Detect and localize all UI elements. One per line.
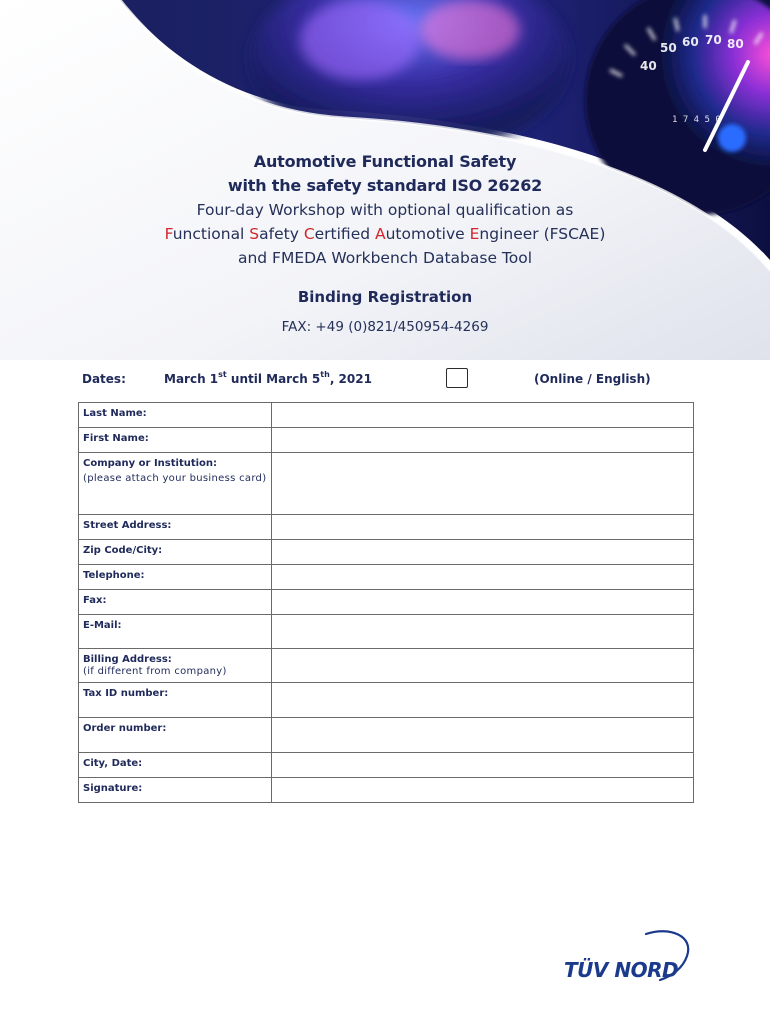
dates-label: Dates:: [82, 372, 126, 386]
fax-field[interactable]: [272, 590, 694, 615]
svg-text:70: 70: [705, 33, 722, 47]
svg-text:80: 80: [727, 37, 744, 51]
last-name-label: Last Name:: [79, 403, 272, 428]
course-standard: with the safety standard ISO 26262: [227, 176, 543, 195]
zip-city-label: Zip Code/City:: [79, 540, 272, 565]
dates-value: [164, 372, 372, 386]
dates-row: [82, 368, 694, 392]
text-ngineer: ngineer (FSCAE): [479, 225, 606, 243]
telephone-label: Telephone:: [79, 565, 272, 590]
company-field[interactable]: [272, 453, 694, 515]
course-mode: (Online / English): [534, 372, 651, 386]
date-start: March 1: [164, 372, 219, 386]
form-row-zip: [79, 540, 694, 565]
form-row-company: [79, 453, 694, 515]
form-row-telephone: [79, 565, 694, 590]
letter-e: E: [469, 225, 480, 243]
course-title: Automotive Functional Safety: [253, 152, 517, 171]
order-number-label: Order number:: [79, 718, 272, 753]
fax-label: Fax:: [79, 590, 272, 615]
company-label-cell: [79, 453, 272, 515]
first-name-label: First Name:: [79, 428, 272, 453]
registration-form: [78, 402, 694, 803]
form-row-tax-id: [79, 683, 694, 718]
date-end-suffix: th: [320, 370, 330, 379]
svg-text:60: 60: [682, 35, 699, 49]
svg-text:1 7 4 5 0: 1 7 4 5 0: [672, 115, 721, 125]
telephone-field[interactable]: [272, 565, 694, 590]
letter-s: S: [249, 225, 260, 243]
street-field[interactable]: [272, 515, 694, 540]
street-label: Street Address:: [79, 515, 272, 540]
tuv-nord-logo: [560, 928, 700, 988]
first-name-field[interactable]: [272, 428, 694, 453]
city-date-field[interactable]: [272, 753, 694, 778]
tool-line: and FMEDA Workbench Database Tool: [237, 249, 533, 267]
text-unctional: unctional: [172, 225, 250, 243]
signature-label: Signature:: [79, 778, 272, 803]
form-row-email: [79, 615, 694, 649]
billing-note: (if different from company): [83, 666, 227, 677]
logo-text: TÜV NORD: [564, 958, 679, 982]
letter-c: C: [303, 225, 315, 243]
email-label: E-Mail:: [79, 615, 272, 649]
form-row-fax: [79, 590, 694, 615]
zip-city-field[interactable]: [272, 540, 694, 565]
letter-a: A: [375, 225, 386, 243]
city-date-label: City, Date:: [79, 753, 272, 778]
text-afety: afety: [259, 225, 304, 243]
form-row-billing: [79, 649, 694, 683]
svg-text:40: 40: [640, 59, 657, 73]
date-start-suffix: st: [218, 370, 227, 379]
date-year: , 2021: [329, 372, 372, 386]
form-row-signature: [79, 778, 694, 803]
workshop-description: Four-day Workshop with optional qualification as: [196, 201, 574, 219]
last-name-field[interactable]: [272, 403, 694, 428]
form-row-order: [79, 718, 694, 753]
billing-field[interactable]: [272, 649, 694, 683]
date-middle: until March 5: [226, 372, 321, 386]
text-utomotive: utomotive: [385, 225, 470, 243]
registration-title: Binding Registration: [297, 288, 473, 306]
form-row-city-date: [79, 753, 694, 778]
company-note: (please attach your business card): [83, 473, 267, 484]
order-number-field[interactable]: [272, 718, 694, 753]
company-label: Company or Institution:: [83, 458, 218, 469]
form-row-last-name: [79, 403, 694, 428]
billing-label-cell: [79, 649, 272, 683]
form-row-first-name: [79, 428, 694, 453]
svg-text:50: 50: [660, 41, 677, 55]
form-row-street: [79, 515, 694, 540]
letter-f: F: [164, 225, 173, 243]
title-block: [0, 150, 770, 338]
date-checkbox[interactable]: [446, 368, 468, 388]
signature-field[interactable]: [272, 778, 694, 803]
text-ertified: ertified: [314, 225, 375, 243]
billing-label: Billing Address:: [83, 654, 172, 665]
tax-id-field[interactable]: [272, 683, 694, 718]
email-field[interactable]: [272, 615, 694, 649]
fax-number: FAX: +49 (0)821/450954-4269: [281, 319, 489, 335]
qualification-line: [0, 222, 770, 246]
tax-id-label: Tax ID number:: [79, 683, 272, 718]
